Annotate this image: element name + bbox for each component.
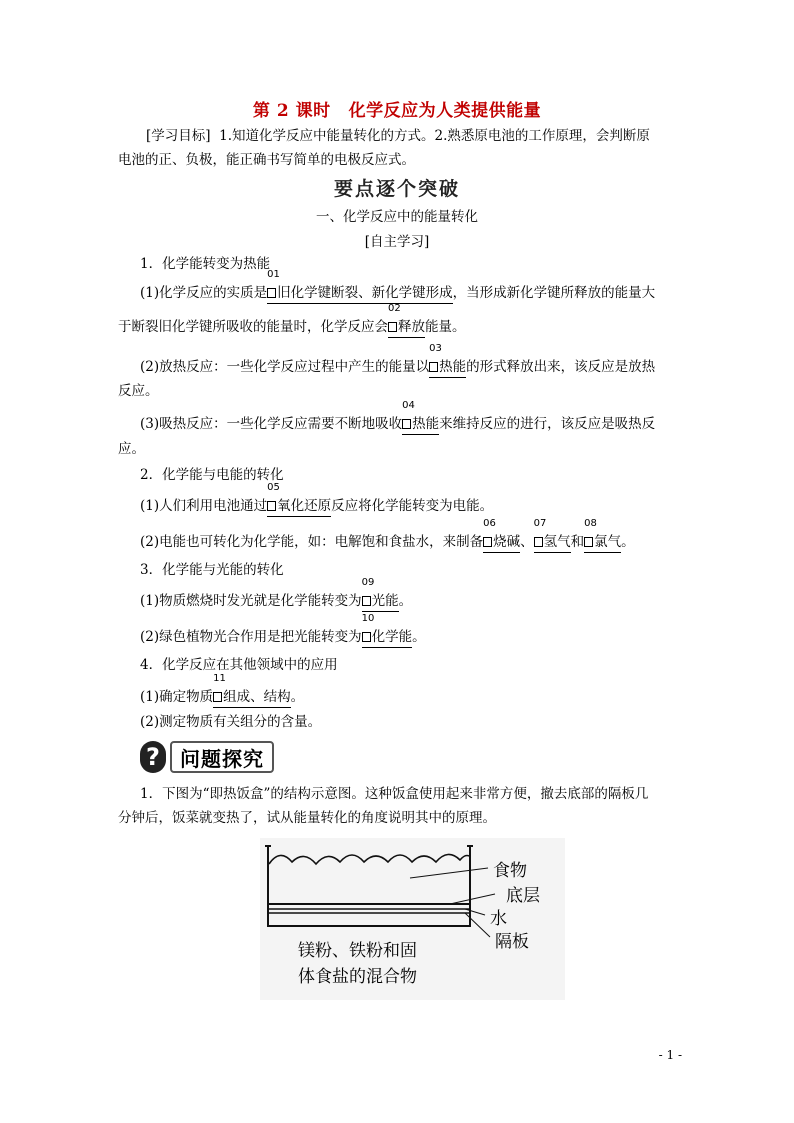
label-mixture-line2: 体食盐的混合物 (298, 967, 417, 987)
para-1-3: (3)吸热反应：一些化学反应需要不断地吸收 04 热能来维持反应的进行，该反应是吸热反 (140, 414, 655, 435)
lesson-title: 化学反应为人类提供能量 (348, 101, 542, 121)
fill-blank-09: 09 光能 (362, 591, 399, 612)
section-heading: 要点逐个突破 (333, 178, 460, 200)
question-mark-icon: ? (140, 741, 166, 773)
fill-blank-01: 01 旧化学键断裂、新化学键形成 (267, 283, 453, 304)
para-2-2: (2)电能也可转化为化学能，如：电解饱和食盐水，来制备 06 烧碱、 07 氢气和 08 氯气。 (140, 532, 635, 553)
para-4-2: (2)测定物质有关组分的含量。 (140, 714, 322, 730)
heading-4: 4．化学反应在其他领域中的应用 (140, 657, 338, 673)
fill-blank-05: 05 氧化还原 (267, 496, 331, 517)
fill-blank-06: 06 烧碱 (483, 532, 520, 553)
fill-blank-04: 04 热能 (402, 414, 439, 435)
inquiry-label: 问题探究 (170, 741, 274, 773)
fill-blank-07: 07 氢气 (534, 532, 571, 553)
self-study-label: [自主学习] (364, 234, 430, 250)
label-partition: 隔板 (495, 932, 529, 952)
inquiry-badge (140, 740, 274, 774)
para-1-2: (2)放热反应：一些化学反应过程中产生的能量以 03 热能的形式释放出来，该反应是放热 (140, 357, 655, 378)
heading-3: 3．化学能与光能的转化 (140, 562, 284, 578)
label-bottom-layer: 底层 (506, 886, 540, 906)
question-1: 1．下图为“即热饭盒”的结构示意图。这种饭盒使用起来非常方便，撤去底部的隔板几 (140, 786, 649, 802)
page-number: - 1 - (658, 1048, 682, 1062)
subsection-heading: 一、化学反应中的能量转化 (316, 209, 478, 225)
para-3-2: (2)绿色植物光合作用是把光能转变为 10 化学能。 (140, 627, 426, 648)
page-title (0, 96, 794, 121)
heading-2: 2．化学能与电能的转化 (140, 467, 284, 483)
label-water: 水 (490, 909, 507, 929)
heading-1: 1．化学能转变为热能 (140, 256, 271, 272)
para-1-3-cont: 应。 (118, 441, 145, 457)
lunchbox-diagram (260, 838, 565, 1000)
fill-blank-11: 11 组成、结构 (213, 687, 291, 708)
para-3-1: (1)物质燃烧时发光就是化学能转变为 09 光能。 (140, 591, 412, 612)
para-1-1: (1)化学反应的实质是 01 旧化学键断裂、新化学键形成，当形成新化学键所释放的能量大 (140, 283, 655, 304)
fill-blank-03: 03 热能 (429, 357, 466, 378)
learning-objectives: [学习目标] 1.知道化学反应中能量转化的方式。2.熟悉原电池的工作原理，会判断原 (146, 128, 650, 144)
para-1-2-cont: 反应。 (118, 383, 159, 399)
lesson-number: 第 2 课时 (252, 101, 331, 121)
para-1-1-cont: 于断裂旧化学键所吸收的能量时，化学反应会 02 释放能量。 (118, 317, 466, 338)
label-food: 食物 (493, 861, 527, 881)
learning-objectives-cont: 电池的正、负极，能正确书写简单的电极反应式。 (118, 152, 415, 168)
fill-blank-10: 10 化学能 (362, 627, 413, 648)
fill-blank-02: 02 释放 (388, 317, 425, 338)
question-1-cont: 分钟后，饭菜就变热了，试从能量转化的角度说明其中的原理。 (118, 810, 496, 826)
para-2-1: (1)人们利用电池通过 05 氧化还原反应将化学能转变为电能。 (140, 496, 493, 517)
label-mixture-line1: 镁粉、铁粉和固 (298, 941, 417, 961)
para-4-1: (1)确定物质 11 组成、结构。 (140, 687, 304, 708)
fill-blank-08: 08 氯气 (584, 532, 621, 553)
